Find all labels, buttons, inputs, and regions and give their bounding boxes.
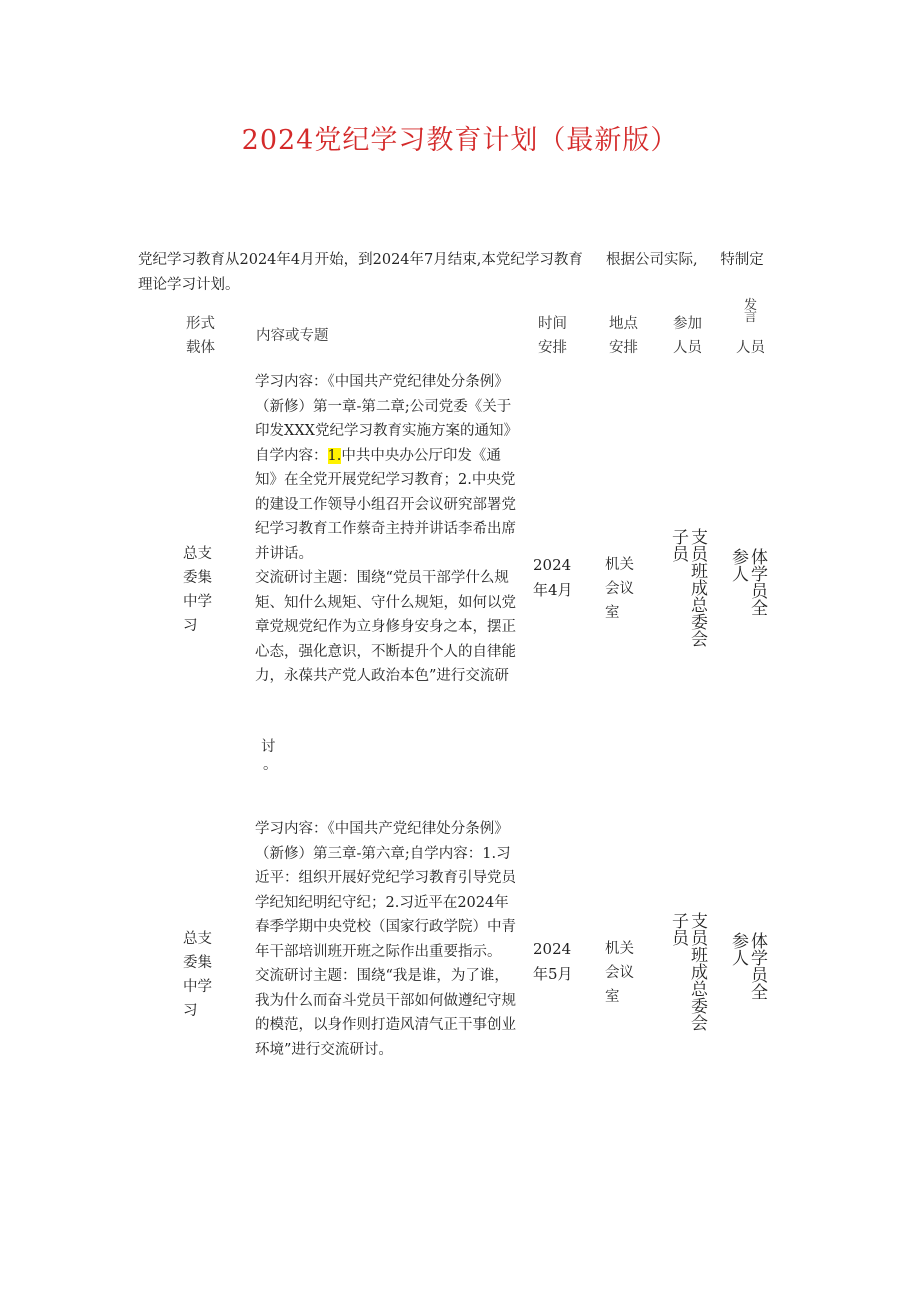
row2-content: [255, 817, 517, 1062]
intro-right-2: 特制定: [720, 252, 764, 268]
row2-form: 总支 委集 中学 习: [183, 931, 212, 1019]
header-participants: 参加 人员: [673, 316, 702, 356]
row1-speakers: 体学员全参人: [728, 548, 767, 616]
header-speaker-bottom: 人员: [736, 340, 765, 356]
row2-study-content: 学习内容：《中国共产党纪律处分条例》（新修）第三章-第六章;自学内容：1.习近平：组织开展好党纪学习教育引导党员学纪知纪明纪守纪；2.习近平在2024年春季学期中央党校（国家行政学院）中青年干部培训班开班之际作出重要指示。: [255, 821, 516, 960]
document-title: 2024党纪学习教育计划（最新版）: [241, 125, 679, 156]
intro-paragraph: [138, 248, 778, 298]
header-time: 时间 安排: [538, 316, 567, 356]
header-speaker-top: 发 言: [744, 298, 758, 325]
highlight-marker: 1.: [327, 447, 342, 464]
row1-content: [255, 370, 517, 771]
header-content: 内容或专题: [256, 328, 329, 344]
row1-time: 2024 年4月: [533, 556, 573, 599]
row1-participants: 支员班成总委会子员: [668, 528, 707, 647]
row2-participants: 支员班成总委会子员: [668, 912, 707, 1031]
intro-right-1: 根据公司实际,: [606, 252, 698, 268]
row2-place: 机关 会议 室: [605, 941, 634, 1005]
row1-trailing-text: 讨: [261, 738, 276, 755]
row1-form: 总支 委集 中学 习: [183, 546, 212, 634]
intro-text: 党纪学习教育从2024年4月开始，到2024年7月结束,本党纪学习教育理论学习计划。: [138, 252, 583, 293]
row2-speakers: 体学员全参人: [728, 932, 767, 1000]
row2-time: 2024 年5月: [533, 940, 573, 983]
row1-self-study: 自学内容：1.中共中央办公厅印发《通知》在全党开展党纪学习教育；2.中央党的建设工作领导小组召开会议研究部署党纪学习教育工作蔡奇主持并讲话李希出席并讲话。: [255, 447, 516, 562]
row1-study-content: 学习内容：《中国共产党纪律处分条例》（新修）第一章-第二章;公司党委《关于印发XXX党纪学习教育实施方案的通知》: [255, 374, 518, 439]
row2-discussion-topic: 交流研讨主题：围绕“我是谁，为了谁，我为什么而奋斗党员干部如何做遵纪守规的模范，以身作则打造风清气正干事创业环境”进行交流研讨。: [255, 968, 516, 1058]
header-form: 形式 载体: [186, 316, 215, 356]
row1-discussion-topic: 交流研讨主题：围绕“党员干部学什么规矩、知什么规矩、守什么规矩，如何以党章党规党纪作为立身修身安身之本，摆正心态，强化意识，不断提升个人的自律能力，永葆共产党人政治本色”进行交流研: [255, 570, 516, 684]
intro-right: [606, 248, 764, 273]
row1-trailing-punct: 。: [263, 757, 278, 773]
row1-place: 机关 会议 室: [605, 557, 634, 621]
header-place: 地点 安排: [609, 316, 638, 356]
